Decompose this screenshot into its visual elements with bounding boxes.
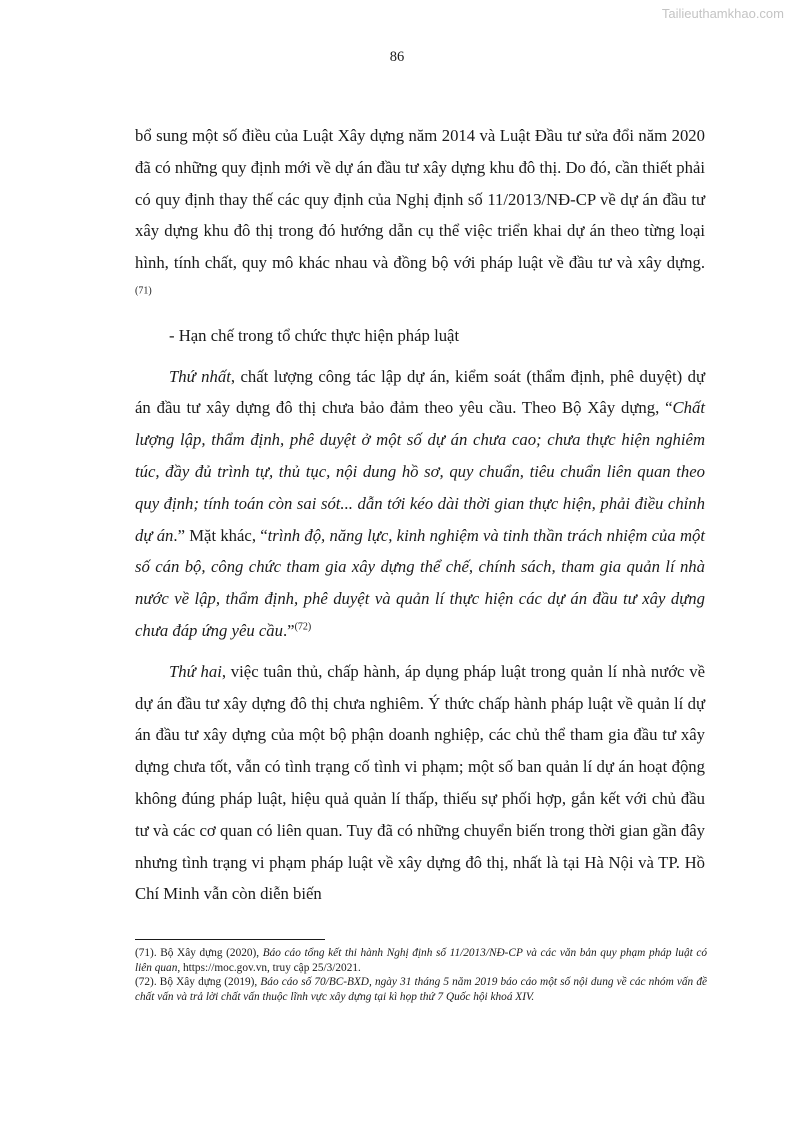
text-run: , https://moc.gov.vn, truy cập 25/3/2021. — [177, 961, 361, 974]
document-title: Báo cáo tổng kết thi hành Nghị định số 11/2013/NĐ-CP và các văn bản quy phạm pháp luật có liên quan — [135, 947, 708, 974]
watermark: Tailieuthamkhao.com — [661, 6, 784, 21]
footnote-ref-72[interactable]: (72) — [294, 621, 312, 633]
emphasis: Thứ nhất — [169, 366, 231, 386]
document-title: Báo cáo số 70/BC-BXD, ngày 31 tháng 5 năm 2019 báo cáo một số nội dung về các nhóm vấn đề chất vấn và trả lời chất vấn thuộc lĩnh vực xây dựng tại kì họp thứ 7 Quốc hội khoá XIV. — [135, 976, 708, 1003]
footnote-divider — [135, 939, 325, 940]
text-run: .” — [282, 620, 295, 640]
text-run: - Hạn chế trong tổ chức thực hiện pháp luật — [169, 325, 460, 345]
paragraph — [135, 120, 705, 311]
page-number: 86 — [389, 49, 405, 65]
text-run: (72). Bộ Xây dựng (2019), — [135, 976, 261, 989]
body-text — [135, 120, 705, 919]
text-run: , chất lượng công tác lập dự án, kiểm soát (thẩm định, phê duyệt) dự án đầu tư xây dựng đô thị chưa bảo đảm theo yêu cầu. Theo Bộ Xây dựng, “ — [135, 366, 705, 418]
text-run: bổ sung một số điều của Luật Xây dựng năm 2014 và Luật Đầu tư sửa đổi năm 2020 đã có những quy định mới về dự án đầu tư xây dựng khu đô thị. Do đó, cần thiết phải có quy định thay thế các quy định của Nghị định số 11/2013/NĐ-CP về dự án đầu tư xây dựng khu đô thị trong đó hướng dẫn cụ thể việc triển khai dự án theo từng loại hình, tính chất, quy mô khác nhau và đồng bộ với pháp luật về đầu tư và xây dựng. — [135, 126, 705, 273]
footnote-71 — [135, 946, 707, 975]
paragraph — [135, 361, 705, 647]
section-heading — [135, 320, 705, 352]
emphasis: Thứ hai — [169, 661, 222, 681]
text-run: .” Mặt khác, “ — [173, 525, 268, 545]
quotation: trình độ, năng lực, kinh nghiệm và tinh thần trách nhiệm của một số cán bộ, công chức tham gia xây dựng thể chế, chính sách, tham gia quản lí nhà nước về lập, thẩm định, phê duyệt và quản lí thực hiện các dự án đầu tư xây dựng chưa đáp ứng yêu cầu — [135, 525, 705, 640]
paragraph — [135, 656, 705, 910]
text-run: (71). Bộ Xây dựng (2020), — [135, 947, 263, 959]
footnotes — [135, 946, 707, 1004]
footnote-ref-71[interactable]: (71) — [135, 285, 152, 297]
quotation: Chất lượng lập, thẩm định, phê duyệt ở một số dự án chưa cao; chưa thực hiện nghiêm túc, đầy đủ trình tự, thủ tục, nội dung hồ sơ, quy chuẩn, tiêu chuẩn liên quan theo quy định; tính toán còn sai sót... dẫn tới kéo dài thời gian thực hiện, phải điều chỉnh dự án — [135, 398, 705, 545]
text-run: , việc tuân thủ, chấp hành, áp dụng pháp luật trong quản lí nhà nước về dự án đầu tư xây dựng đô thị chưa nghiêm. Ý thức chấp hành pháp luật về quản lí dự án đầu tư xây dựng của một bộ phận doanh nghiệp, các chủ thể tham gia đầu tư xây dựng chưa tốt, vẫn có tình trạng cố tình vi phạm; một số ban quản lí dự án hoạt động không đúng pháp luật, hiệu quả quản lí thấp, thiếu sự phối hợp, gắn kết với chủ đầu tư và các cơ quan có liên quan. Tuy đã có những chuyển biến trong thời gian gần đây nhưng tình trạng vi phạm pháp luật về xây dựng đô thị, nhất là tại Hà Nội và TP. Hồ Chí Minh vẫn còn diễn biến — [135, 661, 705, 904]
footnote-72 — [135, 975, 707, 1004]
